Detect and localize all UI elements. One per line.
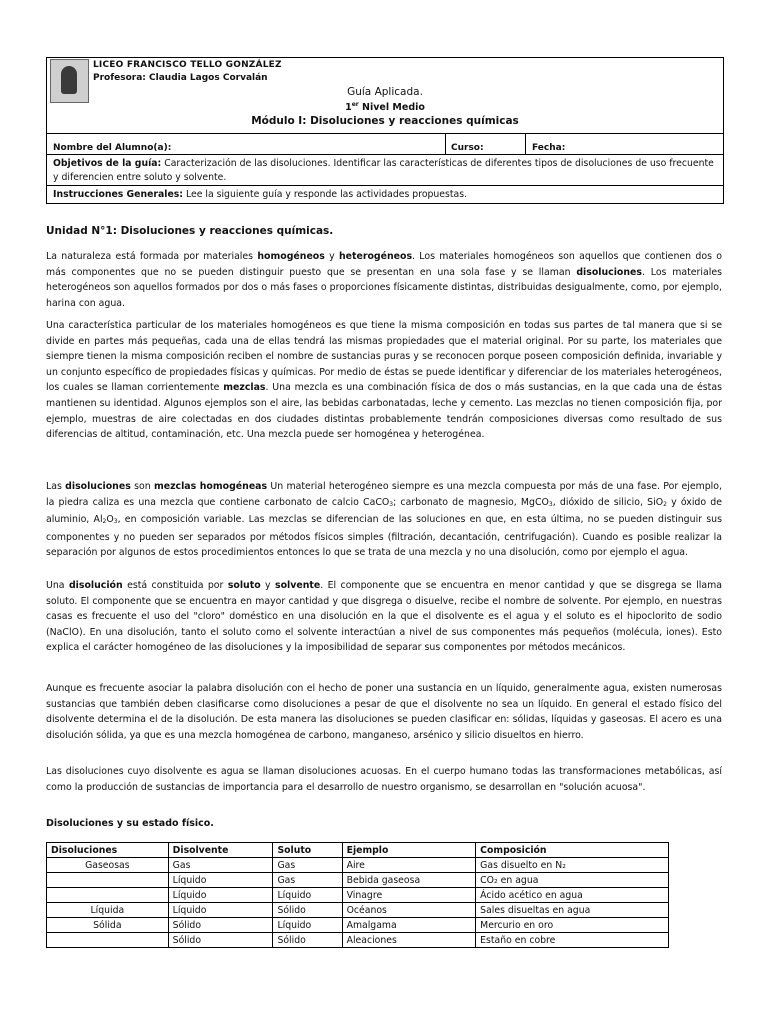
table-cell: Gaseosas [47,858,169,873]
divider [525,134,526,154]
table-cell: Sólido [168,933,273,948]
divider [445,134,446,154]
text: ; carbonato de magnesio, MgCO [393,496,549,508]
bold-term: solvente [275,580,321,591]
text: , dióxido de silicio, SiO [552,496,664,508]
bold-term: mezclas homogéneas [153,481,268,492]
text: y [324,251,339,262]
table-cell: CO₂ en agua [476,873,669,888]
table-cell [47,873,169,888]
text: . Una mezcla es una combinación física de dos o más sustancias, en la que cada una de éstas mantienen su identidad. Algunos ejemplos son el aire, las bebidas carbonatadas, leche y cemento. Las mezclas no tienen composición fija, por ejemplo, muestras de aire colectadas en dos ciudades distintas probablemente tendrán composiciones diversas como resultado de sus diferencias de altitud, contaminación, etc. Una mezcla puede ser homogénea y heterogénea. [46,382,722,441]
table-cell: Mercurio en oro [476,918,669,933]
table-cell: Gas [168,858,273,873]
subscript: 2 [663,500,667,508]
unit-title: Unidad N°1: Disoluciones y reacciones químicas. [46,225,334,237]
table-cell: Vinagre [342,888,476,903]
table-row [47,933,669,948]
module-title: Módulo I: Disoluciones y reacciones químicas [251,115,519,127]
table-cell [47,888,169,903]
level-text: Nivel Medio [358,102,425,114]
text: La naturaleza está formada por materiales [46,251,258,262]
paragraph-2 [46,318,722,443]
text: Una [46,580,69,591]
table-cell: Líquido [273,888,342,903]
bold-term: disolución [68,580,123,591]
level-label [47,101,723,113]
paragraph-3 [46,479,722,561]
text: Un material heterogéneo siempre es una mezcla compuesta por más de una fase. Por ejemplo, la piedra caliza es una mezcla que contiene carbonato de calcio CaCO [46,481,723,508]
table-cell: Océanos [342,903,476,918]
level-superscript: er [351,101,359,108]
table-cell: Gas [273,858,342,873]
table-row [47,903,669,918]
table-cell: Sales disueltas en agua [476,903,669,918]
text: , en composición variable. Las mezclas se diferencian de las soluciones en que, en esta última, no se pueden distinguir sus componentes y no pueden ser separados por métodos físicos simples (filtración, decantación, centrifugación). Cuando es posible realizar la separación por algunos de estos procedimientos entonces lo que se trata de una mezcla y no una disolución, como por ejemplo el agua. [46,514,722,559]
header-box [46,57,724,204]
text: . Los materiales homogéneos son aquellos que contienen dos o más componentes que no se pueden distinguir puesto que se presentan en una sola fase y se llaman [46,251,722,278]
table-cell: Líquida [47,903,169,918]
subscript: 3 [113,518,118,526]
table-cell: Ácido acético en agua [476,888,669,903]
header-top [47,58,723,134]
table-cell: Gas disuelto en N₂ [476,858,669,873]
table-cell: Líquido [168,888,273,903]
table-cell: Sólido [168,918,273,933]
text: son [130,481,154,492]
table-header: Disoluciones [47,843,169,858]
instructions-row [47,186,723,203]
objectives-row [47,155,723,186]
objectives-text: Caracterización de las disoluciones. Identificar las características de diferentes tipos de disoluciones de uso frecuente y diferencien entre soluto y solvente. [53,158,714,183]
instructions-text: Lee la siguiente guía y responde las actividades propuestas. [183,189,468,200]
subscript: 3 [389,500,394,508]
text: O [106,514,114,526]
table-cell: Líquido [168,903,273,918]
table-header: Ejemplo [342,843,476,858]
guide-title: Guía Aplicada. [347,86,423,98]
bold-term: disoluciones [65,481,131,492]
text: . El componente que se encuentra en menor cantidad y que se disgrega se llama soluto. El componente que se encuentra en mayor cantidad y que disgrega o disuelve, recibe el nombre de solvente. Por ejemplo, en nuestras casas es frecuente el uso del "cloro" doméstico en una disolución en la que el disolvente es el agua y el soluto es el hipoclorito de sodio (NaClO). En una disolución, tanto el soluto como el solvente interactúan a nivel de sus componentes más pequeños (molécula, iones). Esto explica el carácter homogéneo de las disoluciones y la imposibilidad de separar sus componentes por métodos mecánicos. [46,580,723,654]
text: está constituida por [122,580,228,591]
table-cell: Aleaciones [342,933,476,948]
student-name-label: Nombre del Alumno(a): [53,143,172,153]
table-header: Disolvente [168,843,273,858]
table-cell: Aire [342,858,476,873]
bold-term: homogéneos [257,251,325,262]
text: y óxido de aluminio, Al [46,496,722,526]
table-cell: Amalgama [342,918,476,933]
table-row [47,888,669,903]
subscript: 2 [102,518,107,526]
table-cell: Líquido [168,873,273,888]
bold-term: heterogéneos [338,251,413,262]
school-name: LICEO FRANCISCO TELLO GONZÁLEZ [93,60,282,70]
section-title: Disoluciones y su estado físico. [46,818,214,829]
paragraph-6: Las disoluciones cuyo disolvente es agua se llaman disoluciones acuosas. En el cuerpo humano todas las transformaciones metabólicas, así como la producción de sustancias de importancia para el desarrollo de nuestro organismo, se desarrollan en "solución acuosa". [46,766,722,793]
table-cell: Sólido [273,933,342,948]
table-header: Soluto [273,843,342,858]
bold-term: disoluciones [576,266,642,278]
table-cell [47,933,169,948]
table-row [47,858,669,873]
teacher-name: Profesora: Claudia Lagos Corvalán [93,73,268,83]
date-label: Fecha: [532,143,566,153]
table-header: Composición [476,843,669,858]
bold-term: soluto [227,580,261,591]
table-cell: Estaño en cobre [476,933,669,948]
paragraph-5: Aunque es frecuente asociar la palabra disolución con el hecho de poner una sustancia en un líquido, generalmente agua, existen numerosas sustancias que también deben clasificarse como disoluciones a pesar de que el disolvente no sea un líquido. En general el estado físico del disolvente determina el de la disolución. De esta manera las disoluciones se pueden clasificar en: sólidas, líquidas y gaseosas. El acero es una disolución sólida, ya que es una mezcla homogénea de carbono, manganeso, arsénico y silicio disueltos en hierro. [46,683,722,741]
course-label: Curso: [451,143,484,153]
text: Una característica particular de los materiales homogéneos es que tiene la misma composición en todas sus partes de tal manera que si se divide en partes más pequeñas, cada una de ellas tendrá las mismas propiedades que el material original. Por su parte, los materiales que siempre tienen la misma composición reciben el nombre de sustancias puras y se reconocen porque poseen composición definida, invariable y un conjunto específico de propiedades físicas y químicas. Por medio de éstas se puede identificar y diferenciar de los materiales heterogéneos, los cuales se llaman corrientemente [46,320,722,394]
table-row [47,918,669,933]
bold-term: mezclas [223,382,266,394]
text: Las [46,481,66,492]
dissolutions-table [46,842,669,948]
table-row [47,873,669,888]
table-cell: Sólido [273,903,342,918]
objectives-label: Objetivos de la guía: [53,158,162,169]
instructions-label: Instrucciones Generales: [53,189,184,200]
text: . Los materiales heterogéneos son aquellos formados por dos o más fases o proporciones físicamente distintas, distribuidas desigualmente, como, por ejemplo, harina con agua. [46,266,722,309]
subscript: 3 [548,500,553,508]
text: y [260,580,276,591]
table-cell: Sólida [47,918,169,933]
table-cell: Bebida gaseosa [342,873,476,888]
table-header-row [47,843,669,858]
table-cell: Gas [273,873,342,888]
paragraph-4 [46,578,722,656]
level-number: 1 [345,102,352,114]
table-cell: Líquido [273,918,342,933]
paragraph-1 [46,249,722,311]
student-row [47,134,723,155]
